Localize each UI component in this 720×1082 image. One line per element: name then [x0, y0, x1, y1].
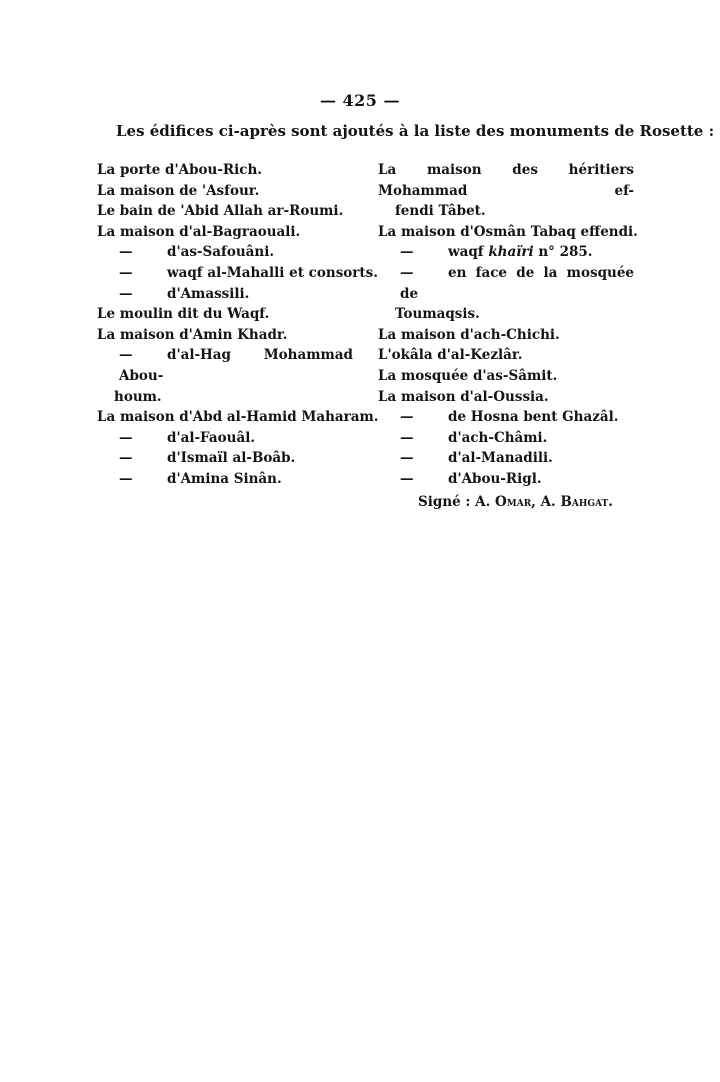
list-item: L'okâla d'al-Kezlâr.: [378, 347, 523, 364]
ditto-mark: —: [400, 264, 414, 281]
ditto-mark: —: [119, 450, 133, 467]
list-item-continuation: houm.: [114, 388, 162, 405]
list-item: Le moulin dit du Waqf.: [97, 306, 270, 323]
ditto-mark: —: [119, 470, 133, 487]
list-item: — d'ach-Châmi.: [378, 428, 634, 449]
intro-sentence: Les édifices ci-après sont ajoutés à la liste des monuments de Rosette :: [116, 122, 715, 140]
list-item: La maison d'al-Bagraouali.: [97, 223, 301, 240]
list-item: — d'Abou-Rigl.: [378, 469, 634, 490]
ditto-mark: —: [119, 285, 133, 302]
list-item: La maison d'ach-Chichi.: [378, 326, 560, 343]
list-item-continuation: fendi Tâbet.: [395, 203, 486, 220]
ditto-mark: —: [119, 264, 133, 281]
ditto-mark: —: [119, 347, 133, 364]
page-number: — 425 —: [319, 91, 401, 110]
left-column: [97, 160, 379, 490]
list-item: — d'al-Manadili.: [378, 448, 634, 469]
italic-term: khaïri: [488, 244, 534, 261]
ditto-mark: —: [400, 244, 414, 261]
list-item: La mosquée d'as-Sâmit.: [378, 367, 558, 384]
list-item: — d'al-Faouâl.: [97, 428, 353, 449]
list-item: — waqf khaïri n° 285.: [378, 242, 634, 263]
list-item: La maison d'Osmân Tabaq effendi.: [378, 223, 638, 240]
list-item: — en face de la mosquée de: [400, 264, 634, 302]
ditto-mark: —: [119, 429, 133, 446]
list-item: — d'Amassili.: [97, 284, 353, 305]
list-item: — de Hosna bent Ghazâl.: [378, 407, 634, 428]
list-item: La maison de 'Asfour.: [97, 182, 260, 199]
right-column: [378, 160, 638, 490]
list-item: La maison des héritiers Mohammad ef-: [378, 162, 634, 199]
list-item: — d'al-Hag Mohammad Abou-: [119, 347, 353, 384]
ditto-mark: —: [119, 244, 133, 261]
list-item: Le bain de 'Abid Allah ar-Roumi.: [97, 203, 344, 220]
ditto-mark: —: [400, 409, 414, 426]
list-item: — d'Amina Sinân.: [97, 469, 353, 490]
list-item: La maison d'Abd al-Hamid Maharam.: [97, 409, 379, 426]
list-item: — waqf al-Mahalli et consorts.: [97, 263, 353, 284]
list-item: — d'Ismaïl al-Boâb.: [97, 448, 353, 469]
ditto-mark: —: [400, 429, 414, 446]
list-item: La porte d'Abou-Rich.: [97, 162, 263, 178]
signatory-name: Omar: [494, 494, 532, 510]
list-item: — d'as-Safouâni.: [97, 242, 353, 263]
ditto-mark: —: [400, 470, 414, 487]
list-item: La maison d'Amin Khadr.: [97, 326, 288, 343]
signatory-name: Bahgat: [560, 494, 609, 510]
ditto-mark: —: [400, 450, 414, 467]
list-item: La maison d'al-Oussia.: [378, 388, 549, 405]
signature: Signé : A. Omar, A. Bahgat.: [418, 494, 613, 510]
list-item-continuation: Toumaqsis.: [395, 306, 480, 323]
